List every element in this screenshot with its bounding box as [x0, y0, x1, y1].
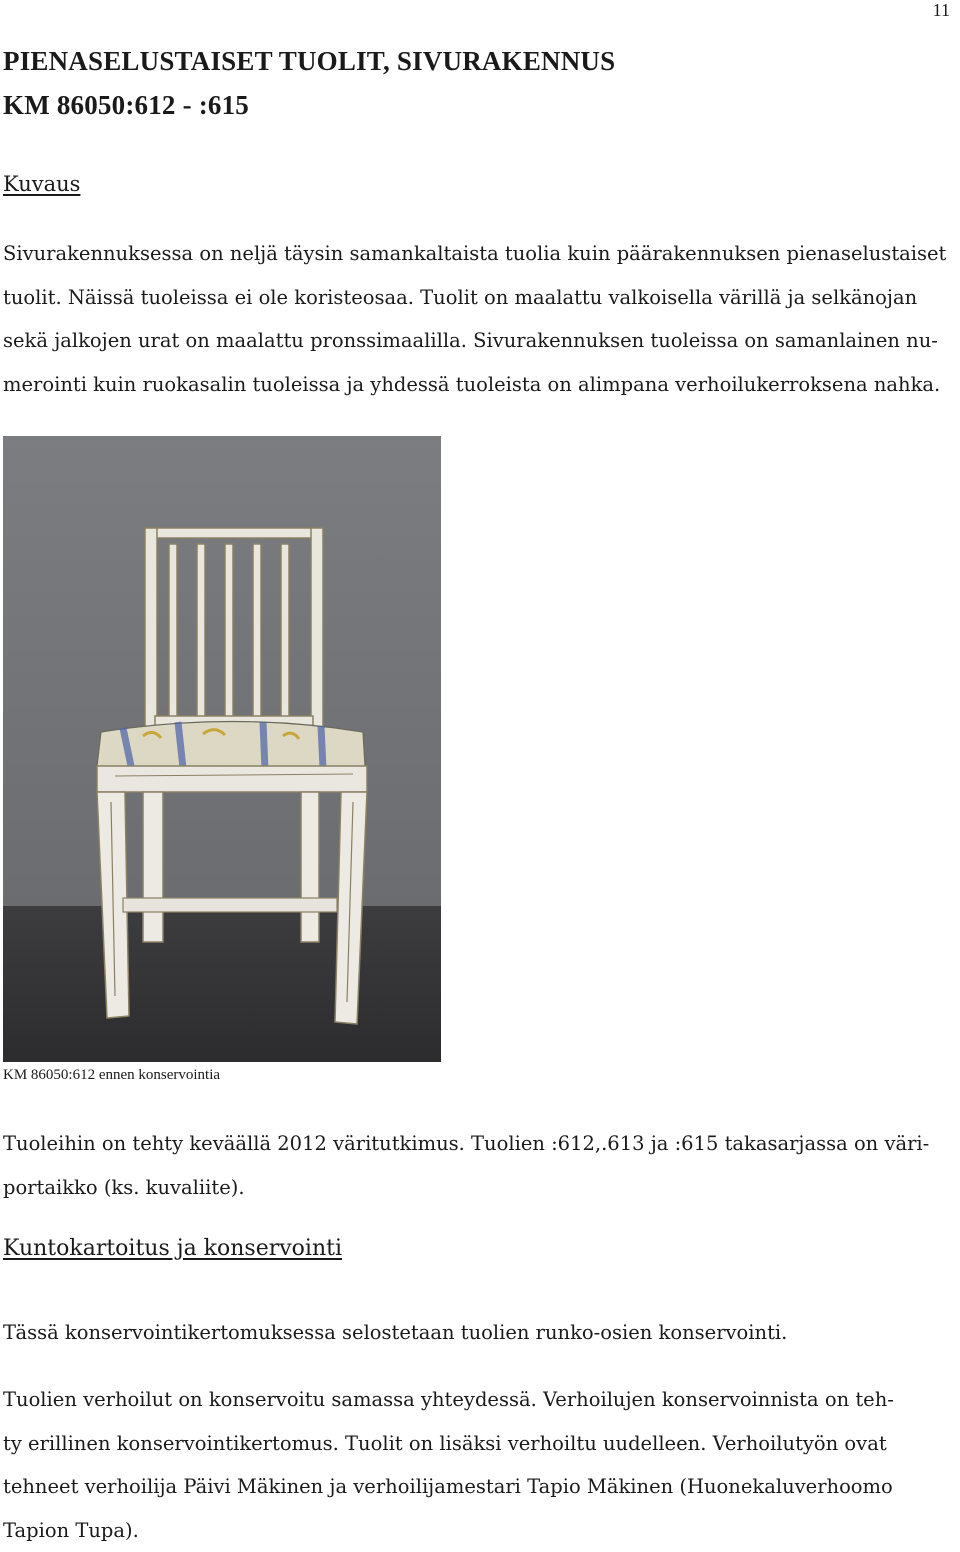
conservation-paragraph-2-line-2: ty erillinen konservointikertomus. Tuolit on lisäksi verhoiltu uudelleen. Verhoilutyön ovat: [3, 1422, 953, 1466]
paint-study-line-2: portaikko (ks. kuvaliite).: [3, 1166, 953, 1210]
conservation-paragraph-2-line-3: tehneet verhoilija Päivi Mäkinen ja verhoilijamestari Tapio Mäkinen (Huonekaluverhoomo: [3, 1465, 953, 1509]
page-title-line-1: PIENASELUSTAISET TUOLIT, SIVURAKENNUS: [3, 46, 615, 77]
conservation-paragraph-2-line-4: Tapion Tupa).: [3, 1509, 953, 1552]
photo-floor: [3, 906, 441, 1062]
section-heading-description: Kuvaus: [3, 172, 80, 196]
chair-seat-rail: [97, 766, 367, 792]
photo-wall: [3, 436, 441, 914]
page-title-line-2: KM 86050:612 - :615: [3, 90, 249, 121]
page-number: 11: [933, 0, 950, 21]
chair-stretcher: [123, 898, 337, 912]
conservation-paragraph-2-line-1: Tuolien verhoilut on konservoitu samassa yhteydessä. Verhoilujen konservoinnista on teh-: [3, 1378, 953, 1422]
conservation-paragraph-1: Tässä konservointikertomuksessa selostetaan tuolien runko-osien konservointi.: [3, 1311, 953, 1355]
section-heading-conservation: Kuntokartoitus ja konservointi: [3, 1236, 342, 1261]
description-line-4: merointi kuin ruokasalin tuoleissa ja yhdessä tuoleista on alimpana verhoilukerroksena nahka.: [3, 363, 953, 407]
description-line-1: Sivurakennuksessa on neljä täysin samankaltaista tuolia kuin päärakennuksen pienaselustaiset: [3, 232, 953, 276]
description-line-2: tuolit. Näissä tuoleissa ei ole koristeosaa. Tuolit on maalattu valkoisella värillä ja selkänojan: [3, 276, 953, 320]
paint-study-line-1: Tuoleihin on tehty keväällä 2012 väritutkimus. Tuolien :612,.613 ja :615 takasarjassa on väri-: [3, 1122, 953, 1166]
chair-photo: [3, 436, 441, 1062]
figure-caption: KM 86050:612 ennen konservointia: [3, 1067, 220, 1084]
description-line-3: sekä jalkojen urat on maalattu pronssimaalilla. Sivurakennuksen tuoleissa on samanlainen nu-: [3, 319, 953, 363]
